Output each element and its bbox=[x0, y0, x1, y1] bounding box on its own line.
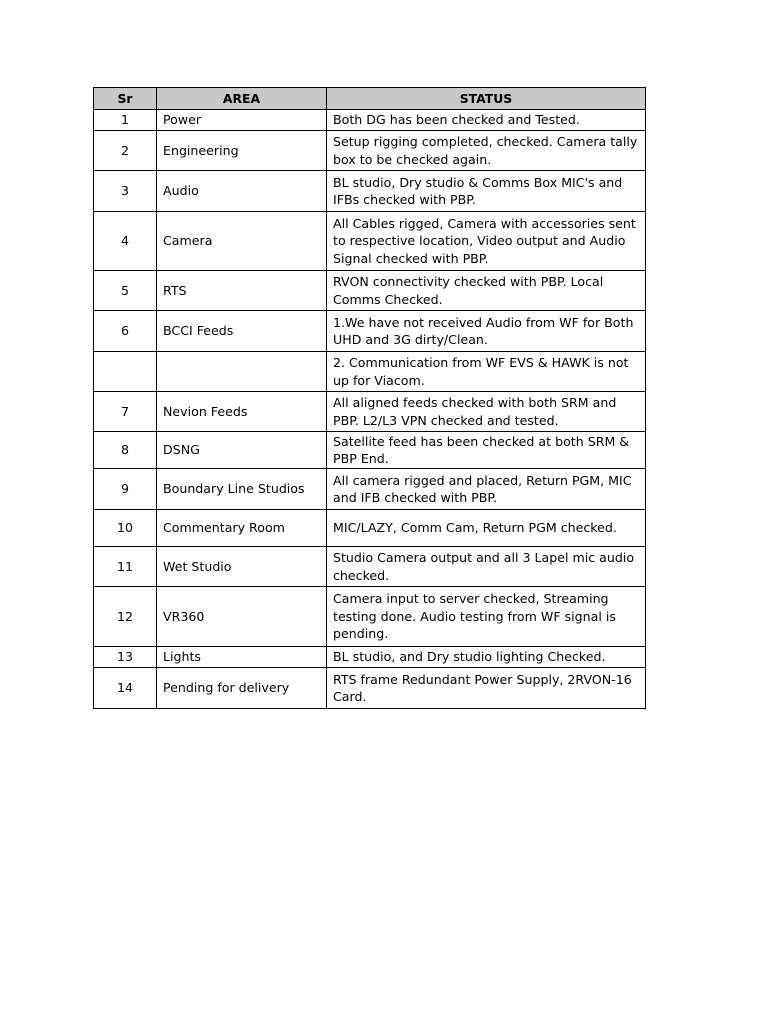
header-status: STATUS bbox=[327, 88, 646, 110]
table-row bbox=[94, 510, 646, 547]
sr-cell: 7 bbox=[94, 392, 157, 432]
area-cell: Commentary Room bbox=[157, 510, 327, 547]
sr-cell: 10 bbox=[94, 510, 157, 547]
sr-cell: 5 bbox=[94, 271, 157, 311]
table-row bbox=[94, 171, 646, 212]
table-row bbox=[94, 668, 646, 709]
header-area: AREA bbox=[157, 88, 327, 110]
table-row bbox=[94, 212, 646, 271]
status-cell: Camera input to server checked, Streaming testing done. Audio testing from WF signal is pending. bbox=[327, 587, 646, 647]
area-cell: Power bbox=[157, 110, 327, 131]
area-cell: BCCI Feeds bbox=[157, 311, 327, 352]
area-cell bbox=[157, 352, 327, 392]
table-row bbox=[94, 311, 646, 352]
area-cell: Engineering bbox=[157, 131, 327, 171]
table-row bbox=[94, 432, 646, 469]
status-table bbox=[93, 87, 646, 709]
area-cell: Nevion Feeds bbox=[157, 392, 327, 432]
table-row bbox=[94, 110, 646, 131]
status-cell: Both DG has been checked and Tested. bbox=[327, 110, 646, 131]
status-cell: All camera rigged and placed, Return PGM, MIC and IFB checked with PBP. bbox=[327, 469, 646, 510]
table-header-row bbox=[94, 88, 646, 110]
sr-cell: 8 bbox=[94, 432, 157, 469]
status-cell: Setup rigging completed, checked. Camera tally box to be checked again. bbox=[327, 131, 646, 171]
status-cell: RVON connectivity checked with PBP. Local Comms Checked. bbox=[327, 271, 646, 311]
sr-cell: 9 bbox=[94, 469, 157, 510]
table-row bbox=[94, 469, 646, 510]
sr-cell bbox=[94, 352, 157, 392]
status-cell: 1.We have not received Audio from WF for Both UHD and 3G dirty/Clean. bbox=[327, 311, 646, 352]
sr-cell: 13 bbox=[94, 647, 157, 668]
area-cell: Audio bbox=[157, 171, 327, 212]
table-row bbox=[94, 547, 646, 587]
area-cell: Camera bbox=[157, 212, 327, 271]
status-cell: MIC/LAZY, Comm Cam, Return PGM checked. bbox=[327, 510, 646, 547]
status-cell: Satellite feed has been checked at both SRM & PBP End. bbox=[327, 432, 646, 469]
sr-cell: 6 bbox=[94, 311, 157, 352]
status-cell: All aligned feeds checked with both SRM and PBP. L2/L3 VPN checked and tested. bbox=[327, 392, 646, 432]
header-sr: Sr bbox=[94, 88, 157, 110]
table-row bbox=[94, 131, 646, 171]
table-row bbox=[94, 271, 646, 311]
table-row bbox=[94, 392, 646, 432]
area-cell: DSNG bbox=[157, 432, 327, 469]
status-cell: BL studio, Dry studio & Comms Box MIC's and IFBs checked with PBP. bbox=[327, 171, 646, 212]
sr-cell: 4 bbox=[94, 212, 157, 271]
table-row bbox=[94, 352, 646, 392]
status-cell: Studio Camera output and all 3 Lapel mic audio checked. bbox=[327, 547, 646, 587]
sr-cell: 1 bbox=[94, 110, 157, 131]
area-cell: RTS bbox=[157, 271, 327, 311]
status-cell: BL studio, and Dry studio lighting Checked. bbox=[327, 647, 646, 668]
table-row bbox=[94, 587, 646, 647]
sr-cell: 3 bbox=[94, 171, 157, 212]
status-cell: All Cables rigged, Camera with accessories sent to respective location, Video output and Audio Signal checked with PBP. bbox=[327, 212, 646, 271]
sr-cell: 12 bbox=[94, 587, 157, 647]
area-cell: Pending for delivery bbox=[157, 668, 327, 709]
status-cell: 2. Communication from WF EVS & HAWK is not up for Viacom. bbox=[327, 352, 646, 392]
table-row bbox=[94, 647, 646, 668]
sr-cell: 11 bbox=[94, 547, 157, 587]
area-cell: Wet Studio bbox=[157, 547, 327, 587]
sr-cell: 2 bbox=[94, 131, 157, 171]
status-cell: RTS frame Redundant Power Supply, 2RVON-16 Card. bbox=[327, 668, 646, 709]
area-cell: VR360 bbox=[157, 587, 327, 647]
area-cell: Lights bbox=[157, 647, 327, 668]
area-cell: Boundary Line Studios bbox=[157, 469, 327, 510]
sr-cell: 14 bbox=[94, 668, 157, 709]
